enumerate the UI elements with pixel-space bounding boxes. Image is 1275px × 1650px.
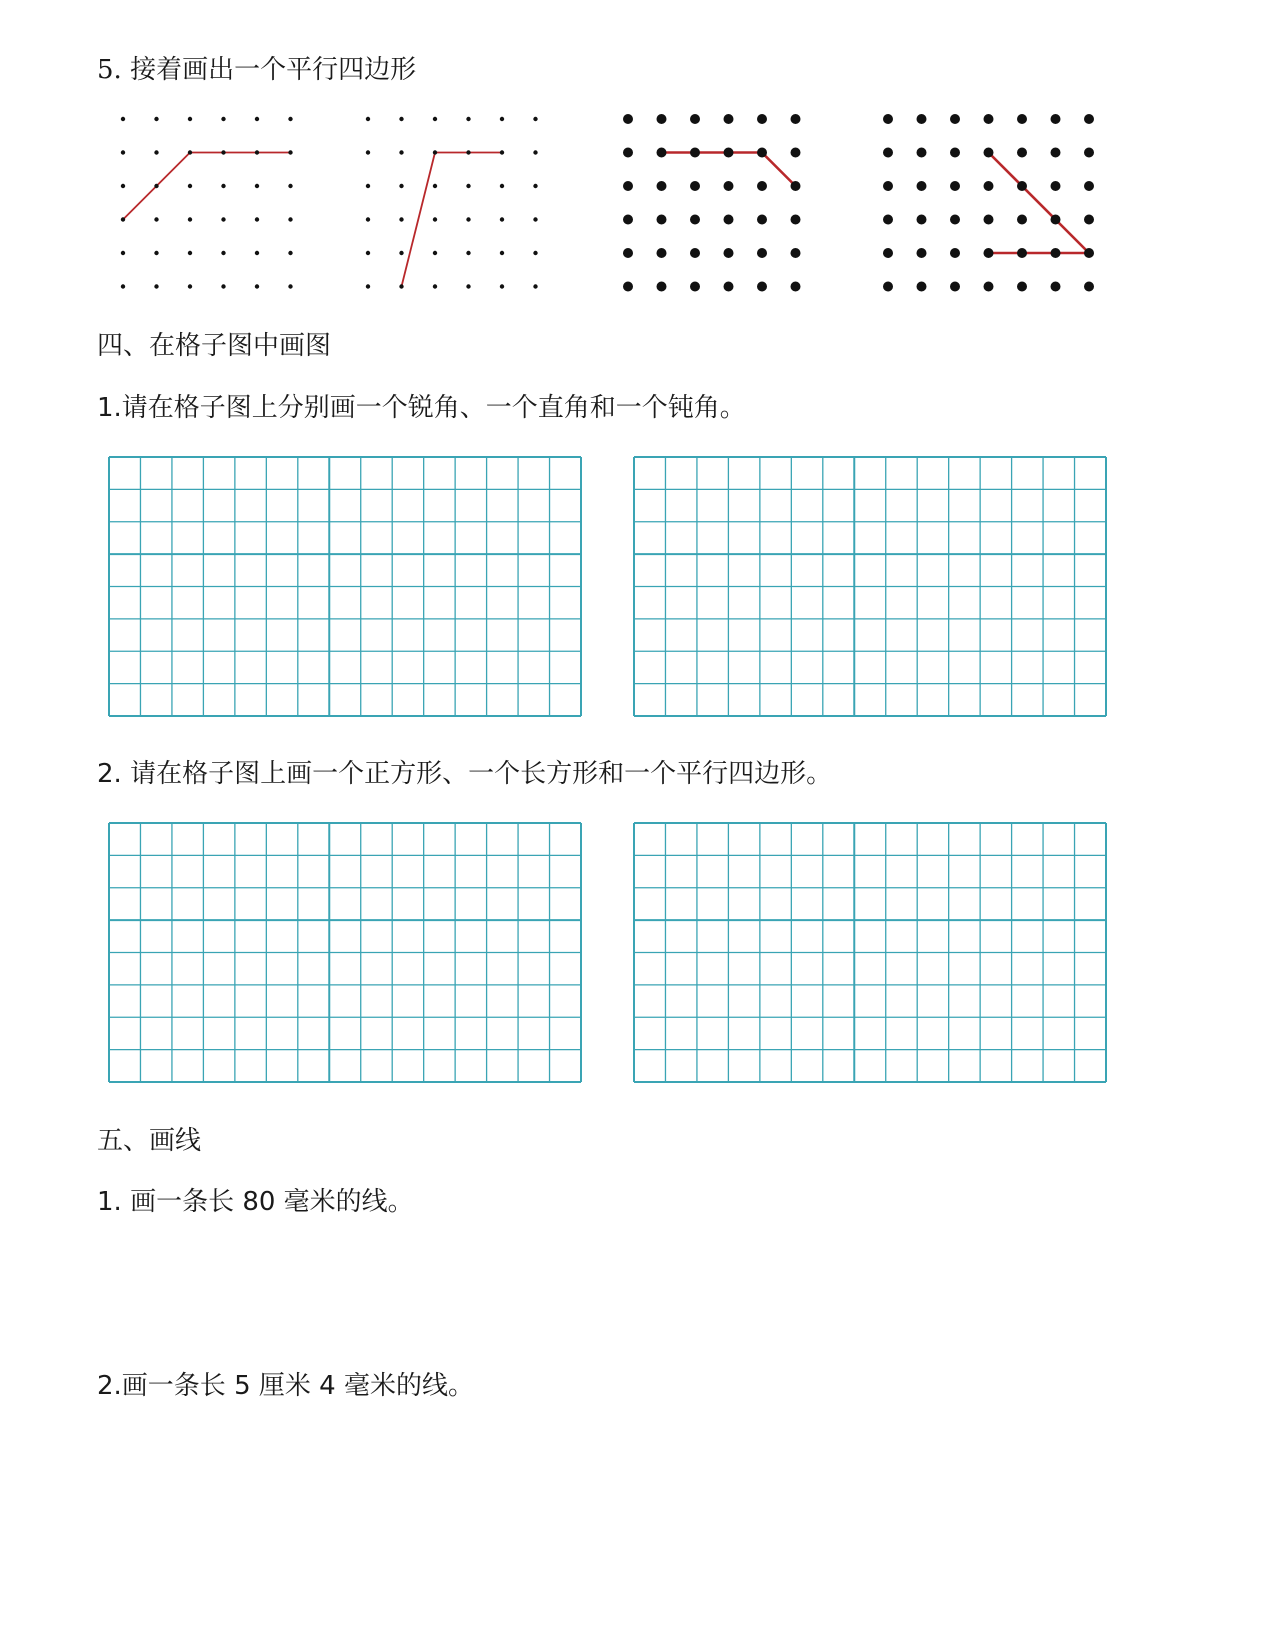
grid-dot: [154, 217, 158, 221]
grid-dot: [221, 117, 225, 121]
grid-q1-left: [107, 455, 583, 719]
grid-dot: [188, 117, 192, 121]
grid-dot: [690, 148, 700, 158]
grid-dot: [500, 184, 504, 188]
grid-dot: [288, 217, 292, 221]
grid-dot: [533, 284, 537, 288]
grid-dot: [950, 248, 960, 258]
grid-dot: [791, 114, 801, 124]
grid-dot: [690, 282, 700, 292]
grid-dot: [121, 217, 125, 221]
grid-dot: [154, 284, 158, 288]
grid-dot: [1017, 181, 1027, 191]
grid-dot: [1051, 282, 1061, 292]
grid-dot: [1051, 114, 1061, 124]
grid-dot: [399, 217, 403, 221]
item5-text: 5. 接着画出一个平行四边形: [97, 55, 417, 85]
grid-dot: [984, 148, 994, 158]
grid-dot: [791, 248, 801, 258]
grid-dot: [1084, 114, 1094, 124]
grid-dot: [255, 284, 259, 288]
grid-dot: [121, 117, 125, 121]
grid-dot: [623, 215, 633, 225]
grid-dot: [657, 215, 667, 225]
grid-dot: [255, 251, 259, 255]
grid-dot: [623, 181, 633, 191]
grid-dot: [1017, 148, 1027, 158]
grid-dot: [984, 248, 994, 258]
grid-dot: [950, 148, 960, 158]
grid-dot: [366, 284, 370, 288]
grid-dot: [1051, 248, 1061, 258]
grid-dot: [917, 282, 927, 292]
grid-dot: [188, 284, 192, 288]
grid-dot: [623, 248, 633, 258]
grid-dot: [533, 217, 537, 221]
dot-grid-2: [340, 105, 570, 310]
grid-dot: [466, 217, 470, 221]
grid-dot: [533, 251, 537, 255]
grid-dot: [366, 217, 370, 221]
grid-dot: [221, 284, 225, 288]
red-segment: [762, 153, 796, 187]
grid-dot: [724, 248, 734, 258]
grid-dot: [690, 215, 700, 225]
grid-dot: [500, 150, 504, 154]
grid-dot: [883, 181, 893, 191]
grid-dot: [533, 150, 537, 154]
grid-dot: [757, 248, 767, 258]
grid-dot: [500, 251, 504, 255]
grid-dot: [466, 184, 470, 188]
section5-q2: 2.画一条长 5 厘米 4 毫米的线。: [97, 1371, 474, 1401]
red-segment: [989, 153, 1090, 254]
section5-q1: 1. 画一条长 80 毫米的线。: [97, 1187, 414, 1217]
grid-dot: [154, 117, 158, 121]
red-segment: [402, 153, 436, 287]
grid-dot: [657, 282, 667, 292]
grid-dot: [399, 184, 403, 188]
grid-dot: [288, 150, 292, 154]
grid-dot: [883, 114, 893, 124]
grid-dot: [1051, 148, 1061, 158]
grid-dot: [533, 117, 537, 121]
grid-q1-right: [632, 455, 1108, 719]
grid-dot: [1084, 282, 1094, 292]
grid-dot: [188, 251, 192, 255]
grid-dot: [724, 215, 734, 225]
grid-dot: [121, 284, 125, 288]
dot-grid-3: [600, 105, 830, 310]
grid-dot: [1017, 248, 1027, 258]
grid-dot: [188, 150, 192, 154]
grid-dot: [883, 282, 893, 292]
grid-dot: [724, 148, 734, 158]
grid-dot: [757, 215, 767, 225]
grid-dot: [433, 150, 437, 154]
grid-dot: [690, 114, 700, 124]
grid-dot: [288, 284, 292, 288]
grid-dot: [757, 282, 767, 292]
grid-dot: [533, 184, 537, 188]
dot-grid-4: [860, 105, 1120, 310]
grid-dot: [623, 114, 633, 124]
grid-dot: [366, 251, 370, 255]
grid-dot: [657, 148, 667, 158]
grid-dot: [288, 251, 292, 255]
grid-dot: [221, 217, 225, 221]
grid-dot: [500, 284, 504, 288]
section4-heading: 四、在格子图中画图: [97, 331, 332, 361]
section4-q2: 2. 请在格子图上画一个正方形、一个长方形和一个平行四边形。: [97, 759, 833, 789]
grid-dot: [500, 217, 504, 221]
grid-dot: [657, 181, 667, 191]
grid-dot: [466, 251, 470, 255]
grid-dot: [433, 117, 437, 121]
grid-q2-right: [632, 821, 1108, 1085]
grid-dot: [154, 251, 158, 255]
grid-dot: [757, 114, 767, 124]
grid-dot: [623, 282, 633, 292]
grid-dot: [950, 181, 960, 191]
grid-dot: [690, 248, 700, 258]
grid-dot: [154, 184, 158, 188]
grid-dot: [984, 181, 994, 191]
grid-dot: [255, 217, 259, 221]
grid-dot: [188, 184, 192, 188]
grid-dot: [188, 217, 192, 221]
grid-dot: [255, 150, 259, 154]
grid-dot: [724, 114, 734, 124]
grid-dot: [1051, 181, 1061, 191]
grid-dot: [255, 117, 259, 121]
grid-dot: [399, 284, 403, 288]
grid-dot: [466, 284, 470, 288]
grid-dot: [984, 282, 994, 292]
grid-dot: [255, 184, 259, 188]
grid-dot: [1017, 282, 1027, 292]
grid-dot: [1084, 248, 1094, 258]
grid-dot: [724, 181, 734, 191]
grid-dot: [399, 251, 403, 255]
grid-dot: [1084, 148, 1094, 158]
grid-dot: [791, 282, 801, 292]
grid-dot: [984, 114, 994, 124]
grid-dot: [121, 150, 125, 154]
grid-dot: [154, 150, 158, 154]
grid-dot: [917, 181, 927, 191]
grid-dot: [950, 114, 960, 124]
grid-dot: [1084, 181, 1094, 191]
grid-dot: [288, 117, 292, 121]
grid-dot: [366, 117, 370, 121]
grid-dot: [1017, 114, 1027, 124]
grid-dot: [366, 184, 370, 188]
grid-dot: [288, 184, 292, 188]
grid-dot: [1051, 215, 1061, 225]
grid-dot: [221, 184, 225, 188]
grid-dot: [791, 181, 801, 191]
grid-dot: [950, 215, 960, 225]
grid-dot: [724, 282, 734, 292]
grid-dot: [466, 150, 470, 154]
grid-dot: [917, 215, 927, 225]
grid-dot: [757, 148, 767, 158]
grid-dot: [950, 282, 960, 292]
grid-dot: [1084, 215, 1094, 225]
grid-dot: [500, 117, 504, 121]
grid-dot: [399, 117, 403, 121]
grid-dot: [121, 184, 125, 188]
grid-dot: [984, 215, 994, 225]
grid-dot: [791, 148, 801, 158]
dot-grid-1: [95, 105, 325, 310]
grid-dot: [917, 114, 927, 124]
grid-dot: [433, 251, 437, 255]
grid-dot: [917, 248, 927, 258]
grid-dot: [366, 150, 370, 154]
grid-dot: [690, 181, 700, 191]
grid-q2-left: [107, 821, 583, 1085]
grid-dot: [433, 284, 437, 288]
grid-dot: [623, 148, 633, 158]
grid-dot: [1017, 215, 1027, 225]
section4-q1: 1.请在格子图上分别画一个锐角、一个直角和一个钝角。: [97, 393, 746, 423]
grid-dot: [883, 215, 893, 225]
grid-dot: [883, 248, 893, 258]
grid-dot: [466, 117, 470, 121]
grid-dot: [399, 150, 403, 154]
section5-heading: 五、画线: [97, 1126, 202, 1156]
grid-dot: [917, 148, 927, 158]
grid-dot: [757, 181, 767, 191]
grid-dot: [791, 215, 801, 225]
grid-dot: [657, 248, 667, 258]
grid-dot: [433, 184, 437, 188]
grid-dot: [121, 251, 125, 255]
grid-dot: [433, 217, 437, 221]
grid-dot: [657, 114, 667, 124]
grid-dot: [883, 148, 893, 158]
grid-dot: [221, 150, 225, 154]
grid-dot: [221, 251, 225, 255]
